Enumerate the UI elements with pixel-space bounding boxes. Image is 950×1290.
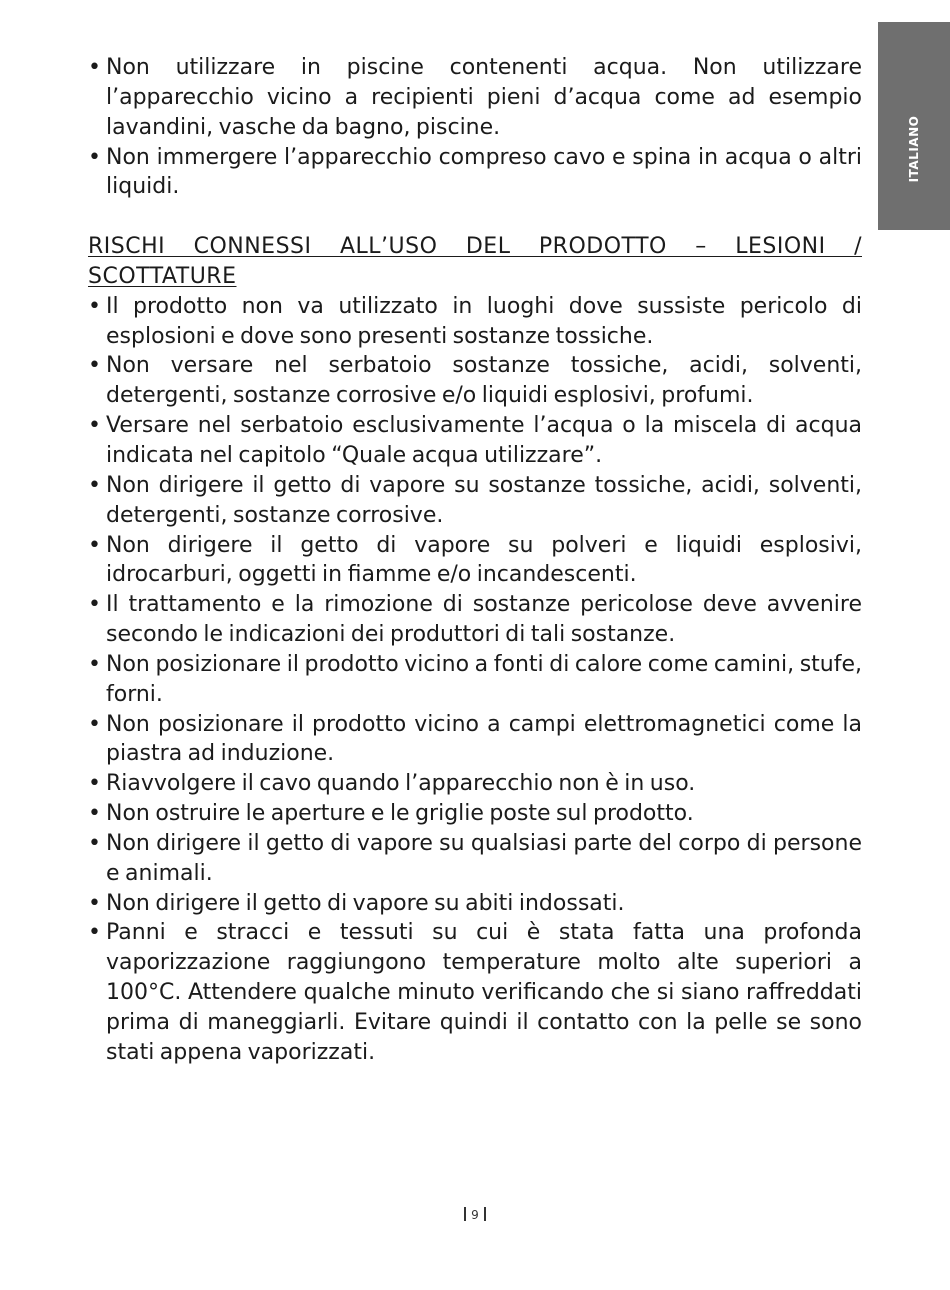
page-content <box>88 53 862 1068</box>
list-item-text: Il trattamento e la rimozione di sostanze pericolose deve avvenire secondo le indicazioni dei produttori di tali sostanze. <box>106 592 862 648</box>
list-item <box>88 53 862 143</box>
bullet-icon: • <box>88 771 101 797</box>
list-item <box>88 411 862 471</box>
page-number <box>0 1207 950 1222</box>
bullet-icon: • <box>88 472 101 498</box>
page-number-value: 9 <box>471 1208 479 1222</box>
bullet-icon: • <box>88 413 101 439</box>
list-item-text: Non posizionare il prodotto vicino a campi elettromagnetici come la piastra ad induzione. <box>106 711 862 767</box>
list-item-text: Non immergere l’apparecchio compreso cavo e spina in acqua o altri liquidi. <box>106 144 862 200</box>
list-item <box>88 143 862 203</box>
bullet-icon: • <box>88 890 101 916</box>
safety-list <box>88 292 862 1068</box>
section-heading: RISCHI CONNESSI ALL’USO DEL PRODOTTO – LESIONI / SCOTTATURE <box>88 234 862 289</box>
list-item <box>88 471 862 531</box>
list-item-text: Riavvolgere il cavo quando l’apparecchio non è in uso. <box>106 771 696 797</box>
list-item-text: Il prodotto non va utilizzato in luoghi dove sussiste pericolo di esplosioni e dove sono presenti sostanze tossiche. <box>106 293 862 349</box>
bullet-icon: • <box>88 920 101 946</box>
list-item <box>88 531 862 591</box>
divider-left <box>464 1207 466 1221</box>
list-item <box>88 590 862 650</box>
bullet-icon: • <box>88 651 101 677</box>
list-item-text: Non dirigere il getto di vapore su sostanze tossiche, acidi, solventi, detergenti, sostanze corrosive. <box>106 472 862 528</box>
list-item-text: Non utilizzare in piscine contenenti acqua. Non utilizzare l’apparecchio vicino a recipienti pieni d’acqua come ad esempio lavandini, vasche da bagno, piscine. <box>106 55 862 140</box>
divider-right <box>484 1207 486 1221</box>
language-tab <box>878 22 950 230</box>
list-item <box>88 769 862 799</box>
bullet-icon: • <box>88 532 101 558</box>
list-item-text: Non ostruire le aperture e le griglie poste sul prodotto. <box>106 801 694 827</box>
list-item-text: Non dirigere il getto di vapore su qualsiasi parte del corpo di persone e animali. <box>106 830 862 886</box>
bullet-icon: • <box>88 801 101 827</box>
list-item-text: Non dirigere il getto di vapore su abiti indossati. <box>106 890 625 916</box>
language-tab-label: ITALIANO <box>907 115 921 183</box>
list-item-text: Panni e stracci e tessuti su cui è stata fatta una profonda vaporizzazione raggiungono temperature molto alte superiori a 100°C. Attendere qualche minuto verificando che si siano raffreddati prima di maneggiarli. Evitare quindi il contatto con la pelle se sono stati appena vaporizzati. <box>106 920 862 1065</box>
bullet-icon: • <box>88 55 101 80</box>
bullet-icon: • <box>88 711 101 737</box>
list-item <box>88 650 862 710</box>
list-item-text: Non posizionare il prodotto vicino a fonti di calore come camini, stufe, forni. <box>106 651 862 707</box>
list-item <box>88 918 862 1067</box>
list-item <box>88 799 862 829</box>
list-item <box>88 292 862 352</box>
intro-list <box>88 53 862 202</box>
list-item <box>88 889 862 919</box>
list-item-text: Non dirigere il getto di vapore su polveri e liquidi esplosivi, idrocarburi, oggetti in fiamme e/o incandescenti. <box>106 532 862 588</box>
list-item <box>88 710 862 770</box>
list-item-text: Versare nel serbatoio esclusivamente l’acqua o la miscela di acqua indicata nel capitolo “Quale acqua utilizzare”. <box>106 413 862 468</box>
bullet-icon: • <box>88 592 101 618</box>
bullet-icon: • <box>88 353 101 379</box>
bullet-icon: • <box>88 830 101 856</box>
bullet-icon: • <box>88 293 101 319</box>
bullet-icon: • <box>88 144 101 170</box>
list-item <box>88 351 862 411</box>
list-item-text: Non versare nel serbatoio sostanze tossiche, acidi, solventi, detergenti, sostanze corrosive e/o liquidi esplosivi, profumi. <box>106 353 862 409</box>
list-item <box>88 829 862 889</box>
